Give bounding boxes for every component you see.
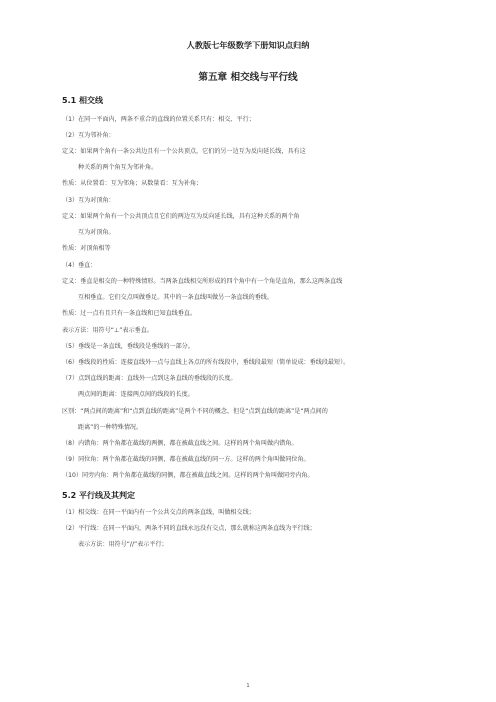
text-line: 性质：从位置看：互为邻角；从数量看：互为补角； xyxy=(62,180,203,187)
text-line: （7）点到直线的距离：直线外一点到这条直线的垂线段的长度。 xyxy=(62,375,237,382)
text-line: 两点间的距离：连接两点间的线段的长度。 xyxy=(78,391,194,398)
text-line: 种关系的两个角互为邻补角。 xyxy=(78,164,158,171)
text-line: （3）互为对顶角： xyxy=(62,197,115,204)
text-line: 定义：如果两个角有一条公共边且有一个公共顶点，它们的另一边互为反向延长线，具有这 xyxy=(62,148,306,155)
section-heading-5-2: 5.2 平行线及其判定 xyxy=(62,491,135,500)
text-line: 定义：如果两个角有一个公共顶点且它们的两边互为反向延长线，具有这种关系的两个角 xyxy=(62,213,300,220)
text-line: （2）互为邻补角： xyxy=(62,132,115,139)
text-line: 定义：垂直是相交的一种特殊情形。当两条直线相交所形成的四个角中有一个角是直角，那么这两条直线 xyxy=(62,278,343,285)
text-line: （1）在同一平面内，两条不重合的直线的位置关系只有：相交、平行； xyxy=(62,116,255,123)
page-number: 1 xyxy=(246,683,250,689)
chapter-title: 第五章 相交线与平行线 xyxy=(198,72,298,83)
text-line: 互为对顶角。 xyxy=(78,229,115,236)
section-heading-5-1: 5.1 相交线 xyxy=(62,96,103,105)
text-line: 距离”的一种特殊情况。 xyxy=(78,424,143,431)
text-line: 表示方法：用符号“//”表示平行； xyxy=(78,541,168,548)
text-line: 表示方法：用符号“⊥”表示垂直。 xyxy=(62,327,153,334)
text-line: （6）垂线段的性质：连接直线外一点与直线上各点的所有线段中，垂线段最短（简单说成：垂线段最短）。 xyxy=(62,359,350,366)
text-line: （4）垂直： xyxy=(62,262,97,269)
text-line: 性质：过一点有且只有一条直线和已知直线垂直。 xyxy=(62,310,197,317)
text-line: （5）垂线是一条直线，垂线段是垂线的一部分。 xyxy=(62,343,194,350)
text-line: （1）相交线：在同一平面内有一个公共交点的两条直线，叫做相交线； xyxy=(62,509,255,516)
text-line: （2）平行线：在同一平面内，两条不同的直线永远没有交点，那么就称这两条直线为平行线； xyxy=(62,525,316,532)
text-line: 互相垂直。它们交点叫做垂足。其中的一条直线叫做另一条直线的垂线。 xyxy=(78,294,273,301)
text-line: （8）内错角：两个角都在截线的两侧，都在被截直线之间。这样的两个角叫做内错角。 xyxy=(62,440,298,447)
text-line: 性质：对顶角相等 xyxy=(62,245,111,252)
text-line: （10）同旁内角：两个角都在截线的同侧，都在被截直线之间。这样的两个角叫做同旁内角。 xyxy=(62,472,314,479)
document-title: 人教版七年级数学下册知识点归纳 xyxy=(186,40,310,50)
text-line: 区别：“两点间的距离”和“点到直线的距离”是两个不同的概念，但是“点到直线的距离”是“两点间的 xyxy=(62,408,328,415)
text-line: （9）同位角：两个角都在截线的同侧，都在被截直线的同一方。这样的两个角叫做同位角。 xyxy=(62,456,310,463)
